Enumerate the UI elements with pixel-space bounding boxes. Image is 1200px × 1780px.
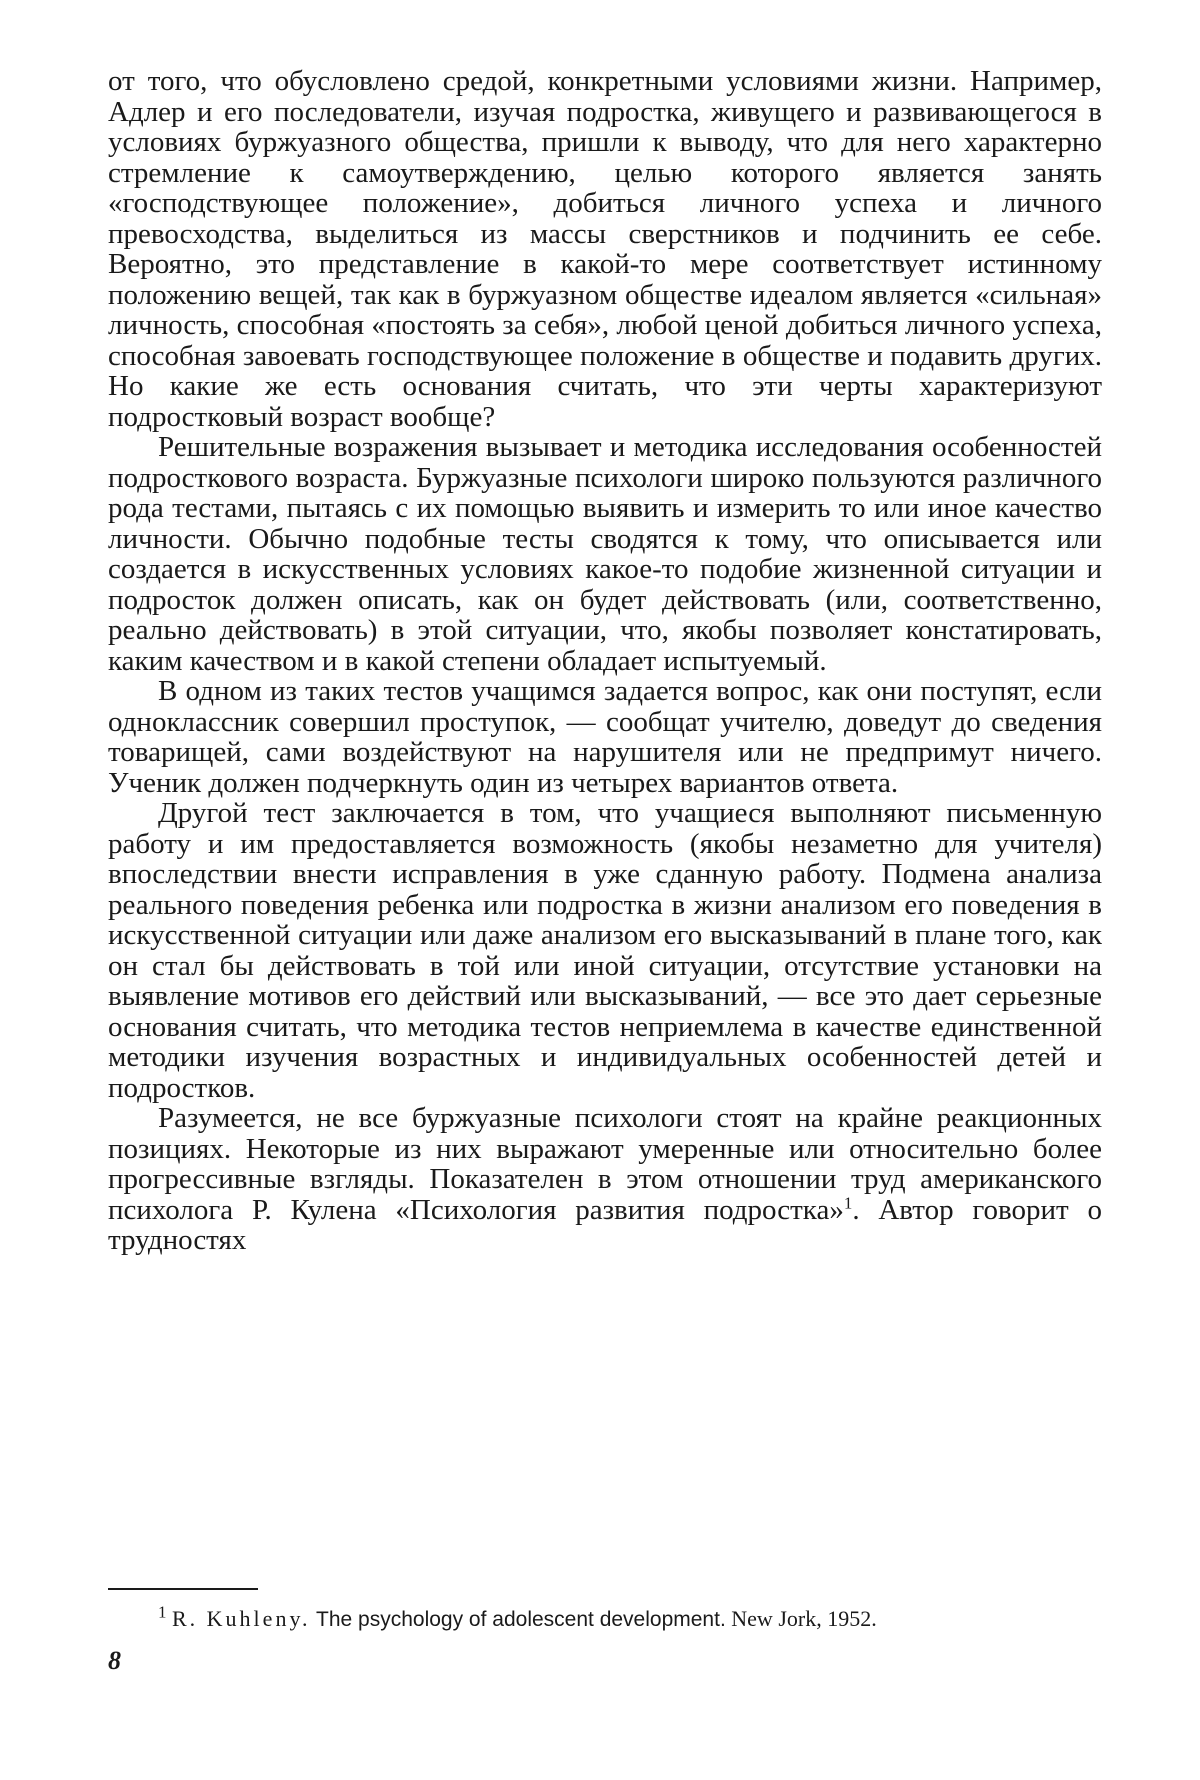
paragraph-3: В одном из таких тестов учащимся задается вопрос, как они поступят, если одноклассник совершил проступок, — сообщат учителю, доведут до сведения товарищей, сами воздействуют на нарушителя или не предпримут ничего. Ученик должен подчеркнуть один из четырех вариантов ответа. — [108, 675, 1102, 799]
footnote-title: The psychology of adolescent development. — [316, 1608, 726, 1631]
body-text — [108, 66, 1102, 1256]
footnote-mark: 1 — [158, 1602, 167, 1622]
footnote-place-year: New Jork, 1952. — [731, 1606, 877, 1631]
paragraph-5 — [108, 1103, 1102, 1256]
paragraph-2: Решительные возражения вызывает и методика исследования особенностей подросткового возраста. Буржуазные психологи широко пользуются различного рода тестами, пытаясь с их помощью выявить и измерить то или иное качество личности. Обычно подобные тесты сводятся к тому, что описывается или создается в искусственных условиях какое-то подобие жизненной ситуации и подросток должен описать, как он будет действовать (или, соответственно, реально действовать) в этой ситуации, что, якобы позволяет констатировать, каким качеством и в какой степени обладает испытуемый. — [108, 431, 1102, 677]
paragraph-5-text: Разумеется, не все буржуазные психологи стоят на крайне реакционных позициях. Некоторые из них выражают умеренные или относительно более прогрессивные взгляды. Показателен в этом отношении труд американского психолога Р. Кулена «Психология развития подростка» — [108, 1102, 1102, 1226]
footnote-reference[interactable]: 1 — [843, 1192, 853, 1212]
footnote-divider — [108, 1588, 258, 1590]
footnote — [158, 1602, 1118, 1633]
footnote-author: R. Kuhleny. — [172, 1606, 311, 1631]
page-number: 8 — [108, 1646, 121, 1675]
paragraph-4: Другой тест заключается в том, что учащиеся выполняют письменную работу и им предоставляется возможность (якобы незаметно для учителя) впоследствии внести исправления в уже сданную работу. Подмена анализа реального поведения ребенка или подростка в жизни анализом его поведения в искусственной ситуации или даже анализом его высказываний в плане того, как он стал бы действовать в той или иной ситуации, отсутствие установки на выявление мотивов его действий или высказываний, — все это дает серьезные основания считать, что методика тестов неприемлема в качестве единственной методики изучения возрастных и индивидуальных особенностей детей и подростков. — [108, 797, 1102, 1104]
paragraph-5-text-after: . Автор говорит о трудностях — [108, 1193, 1102, 1256]
paragraph-1: от того, что обусловлено средой, конкретными условиями жизни. Например, Адлер и его последователи, изучая подростка, живущего и развивающегося в условиях буржуазного общества, пришли к выводу, что для него характерно стремление к самоутверждению, целью которого является занять «господствующее положение», добиться личного успеха и личного превосходства, выделиться из массы сверстников и подчинить ее себе. Вероятно, это представление в какой-то мере соответствует истинному положению вещей, так как в буржуазном обществе идеалом является «сильная» личность, способная «постоять за себя», любой ценой добиться личного успеха, способная завоевать господствующее положение в обществе и подавить других. Но какие же есть основания считать, что эти черты характеризуют подростковый возраст вообще? — [108, 65, 1102, 433]
